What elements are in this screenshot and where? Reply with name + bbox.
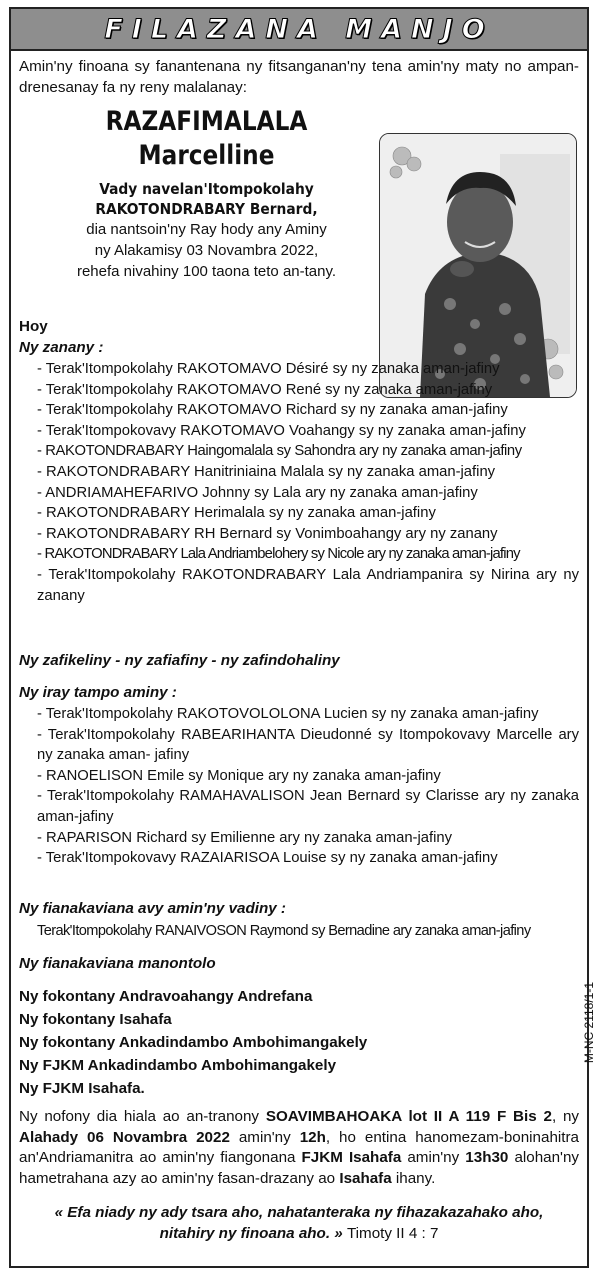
list-item: - Terak'Itompokolahy RAKOTOMAVO René sy ny zanaka aman-jafiny: [37, 381, 493, 398]
children-title: Ny zanany :: [19, 339, 104, 356]
list-item: - RAKOTONDRABARY RH Bernard sy Vonimboahangy ary ny zanany: [37, 525, 498, 542]
widow-line-2: RAKOTONDRABARY Bernard,: [95, 200, 318, 218]
deceased-surname: RAZAFIMALALA: [105, 106, 308, 137]
grandchildren-title: Ny zafikeliny - ny zafiafiny - ny zafindohaliny: [19, 652, 340, 669]
list-item: - Terak'Itompokolahy RAKOTOMAVO Désiré sy ny zanaka aman-jafiny: [37, 361, 500, 377]
funeral-time-2: 13h30: [465, 1149, 509, 1166]
communities-list: [19, 985, 579, 1100]
community-item: Ny FJKM Isahafa.: [19, 1080, 145, 1097]
quote-line-2: [19, 1224, 579, 1245]
list-item: - RAPARISON Richard sy Emilienne ary ny zanaka aman-jafiny: [37, 829, 453, 846]
funeral-text: amin'ny: [229, 1128, 300, 1146]
siblings-list: [19, 704, 579, 869]
funeral-text: alohan'ny hametrahana azy ao amin'ny fasan-drazany ao: [19, 1149, 579, 1187]
death-line-1: dia nantsoin'ny Ray hody any Aminy: [86, 221, 327, 238]
list-item: - RAKOTONDRABARY Lala Andriambelohery sy Nicole ary ny zanaka aman-jafiny: [37, 546, 520, 563]
funeral-time: 12h: [299, 1128, 326, 1146]
widow-line-1: Vady navelan'Itompokolahy: [99, 180, 314, 198]
funeral-church: FJKM Isahafa: [301, 1149, 402, 1166]
death-line-2: ny Alakamisy 03 Novambra 2022,: [94, 242, 319, 259]
quote-citation: Timoty II 4 : 7: [346, 1224, 439, 1242]
obituary-body: [19, 57, 596, 1267]
obituary-frame: [9, 7, 596, 1268]
community-item: Ny fokontany Isahafa: [19, 1011, 172, 1028]
husband-family-title: Ny fianakaviana avy amin'ny vadiny :: [19, 900, 286, 917]
list-item: - Terak'Itompokovavy RAKOTOMAVO Voahangy sy ny zanaka aman-jafiny: [37, 422, 526, 439]
community-item: Ny fokontany Ankadindambo Ambohimangakely: [19, 1034, 368, 1051]
quote-line-1: « Efa niady ny ady tsara aho, nahatanteraka ny fihazakazahako aho,: [54, 1204, 544, 1221]
funeral-date: Alahady 06 Novambra 2022: [19, 1128, 230, 1146]
quote-line-2-text: nitahiry ny finoana aho. »: [159, 1224, 343, 1242]
funeral-text: amin'ny: [401, 1149, 466, 1166]
list-item: - RANOELISON Emile sy Monique ary ny zanaka aman-jafiny: [37, 767, 441, 784]
deceased-first-name: Marcelline: [138, 140, 275, 171]
community-item: Ny FJKM Ankadindambo Ambohimangakely: [19, 1057, 337, 1074]
extended-family-title: Ny fianakaviana manontolo: [19, 955, 216, 972]
hoy-label: Hoy: [19, 318, 48, 335]
list-item: - RAKOTONDRABARY Herimalala sy ny zanaka aman-jafiny: [37, 505, 436, 522]
list-item: - Terak'Itompokolahy RABEARIHANTA Dieudonné sy Itompokovavy Marcelle ary ny zanaka aman- jafiny: [37, 726, 579, 764]
list-item: - Terak'Itompokolahy RAKOTONDRABARY Lala Andriampanira sy Nirina ary ny zanany: [37, 566, 579, 604]
list-item: - RAKOTONDRABARY Haingomalala sy Sahondra ary ny zanaka aman-jafiny: [37, 443, 522, 460]
header-bar: [11, 9, 587, 51]
page-title: FILAZANA MANJO: [104, 13, 494, 45]
burial-place: Isahafa: [339, 1169, 392, 1187]
list-item: - ANDRIAMAHEFARIVO Johnny sy Lala ary ny zanaka aman-jafiny: [37, 484, 478, 501]
list-item: - Terak'Itompokolahy RAKOTOMAVO Richard sy ny zanaka aman-jafiny: [37, 402, 508, 419]
list-item: - Terak'Itompokovavy RAZAIARISOA Louise sy ny zanaka aman-jafiny: [37, 850, 498, 867]
bible-quote: [19, 1203, 579, 1244]
funeral-details: [19, 1107, 579, 1189]
reference-code: M-NC 2118/1-1: [582, 982, 596, 1064]
intro-text: Amin'ny finoana sy fanantenana ny fitsanganan'ny tena amin'ny maty no ampan-drenesanay fa ny reny malalanay:: [19, 58, 579, 96]
children-list: [19, 359, 579, 606]
funeral-text: Ny nofony dia hiala ao an-tranony: [19, 1108, 266, 1125]
list-item: - Terak'Itompokolahy RAMAHAVALISON Jean Bernard sy Clarisse ary ny zanaka aman-jafiny: [37, 788, 579, 825]
siblings-title: Ny iray tampo aminy :: [19, 684, 177, 701]
community-item: Ny fokontany Andravoahangy Andrefana: [19, 988, 313, 1005]
funeral-text: , ny: [551, 1108, 579, 1125]
list-item: - Terak'Itompokolahy RAKOTOVOLOLONA Lucien sy ny zanaka aman-jafiny: [37, 706, 539, 722]
funeral-text: ihany.: [391, 1169, 436, 1187]
deceased-block: [19, 105, 394, 282]
death-line-3: rehefa nivahiny 100 taona teto an-tany.: [76, 263, 337, 280]
funeral-address: SOAVIMBAHOAKA lot II A 119 F Bis 2: [265, 1108, 552, 1125]
husband-family-line: Terak'Itompokolahy RANAIVOSON Raymond sy Bernadine ary zanaka aman-jafiny: [37, 923, 531, 939]
list-item: - RAKOTONDRABARY Hanitriniaina Malala sy ny zanaka aman-jafiny: [37, 463, 496, 480]
funeral-text: , ho entina hanomezam-boninahitra an'Andriamanitra ao amin'ny fiangonana: [19, 1128, 579, 1166]
